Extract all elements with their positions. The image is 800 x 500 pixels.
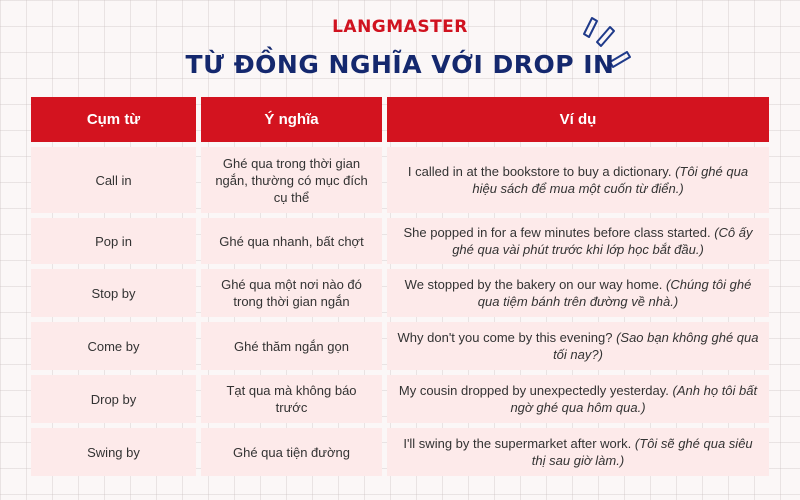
example-text: I called in at the bookstore to buy a dictionary. [407,164,672,179]
example-cell [387,322,769,370]
phrase-cell: Stop by [31,269,196,317]
phrase-cell: Pop in [31,218,196,264]
table-row [31,375,769,423]
example-translation: (Chúng tôi ghé qua tiệm bánh trên đường về nhà.) [477,277,752,309]
table-row [31,322,769,370]
example-translation: (Tôi sẽ ghé qua siêu thị sau giờ làm.) [531,436,753,468]
example-translation: (Anh họ tôi bất ngờ ghé qua hôm qua.) [510,383,758,415]
meaning-cell: Ghé qua một nơi nào đó trong thời gian ngắn [201,269,382,317]
example-text: Why don't you come by this evening? [397,330,613,345]
table-row [31,147,769,213]
example-text: My cousin dropped by unexpectedly yesterday. [398,383,669,398]
phrase-cell: Swing by [31,428,196,476]
example-cell [387,218,769,264]
table-row [31,428,769,476]
phrase-cell: Come by [31,322,196,370]
phrase-cell: Drop by [31,375,196,423]
example-text: We stopped by the bakery on our way home. [404,277,663,292]
meaning-cell: Ghé qua trong thời gian ngắn, thường có mục đích cụ thể [201,147,382,213]
header-meaning: Ý nghĩa [201,97,382,142]
table-row [31,218,769,264]
example-cell [387,147,769,213]
example-cell [387,375,769,423]
example-text: I'll swing by the supermarket after work. [403,436,632,451]
header-phrase: Cụm từ [31,97,196,142]
header-example: Ví dụ [387,97,769,142]
example-text: She popped in for a few minutes before class started. [403,225,711,240]
meaning-cell: Ghé qua nhanh, bất chợt [201,218,382,264]
page-title: TỪ ĐỒNG NGHĨA VỚI DROP IN [185,50,615,79]
table-header-row [31,97,769,142]
meaning-cell: Ghé qua tiện đường [201,428,382,476]
example-translation: (Cô ấy ghé qua vài phút trước khi lớp học bắt đầu.) [452,225,753,257]
example-cell [387,269,769,317]
table-row [31,269,769,317]
synonym-table [31,97,769,476]
example-translation: (Sao bạn không ghé qua tối nay?) [553,330,759,362]
example-cell [387,428,769,476]
brand-logo: LANGMASTER [332,17,468,37]
meaning-cell: Tạt qua mà không báo trước [201,375,382,423]
example-translation: (Tôi ghé qua hiệu sách để mua một cuốn từ điển.) [472,164,749,196]
phrase-cell: Call in [31,147,196,213]
meaning-cell: Ghé thăm ngắn gọn [201,322,382,370]
